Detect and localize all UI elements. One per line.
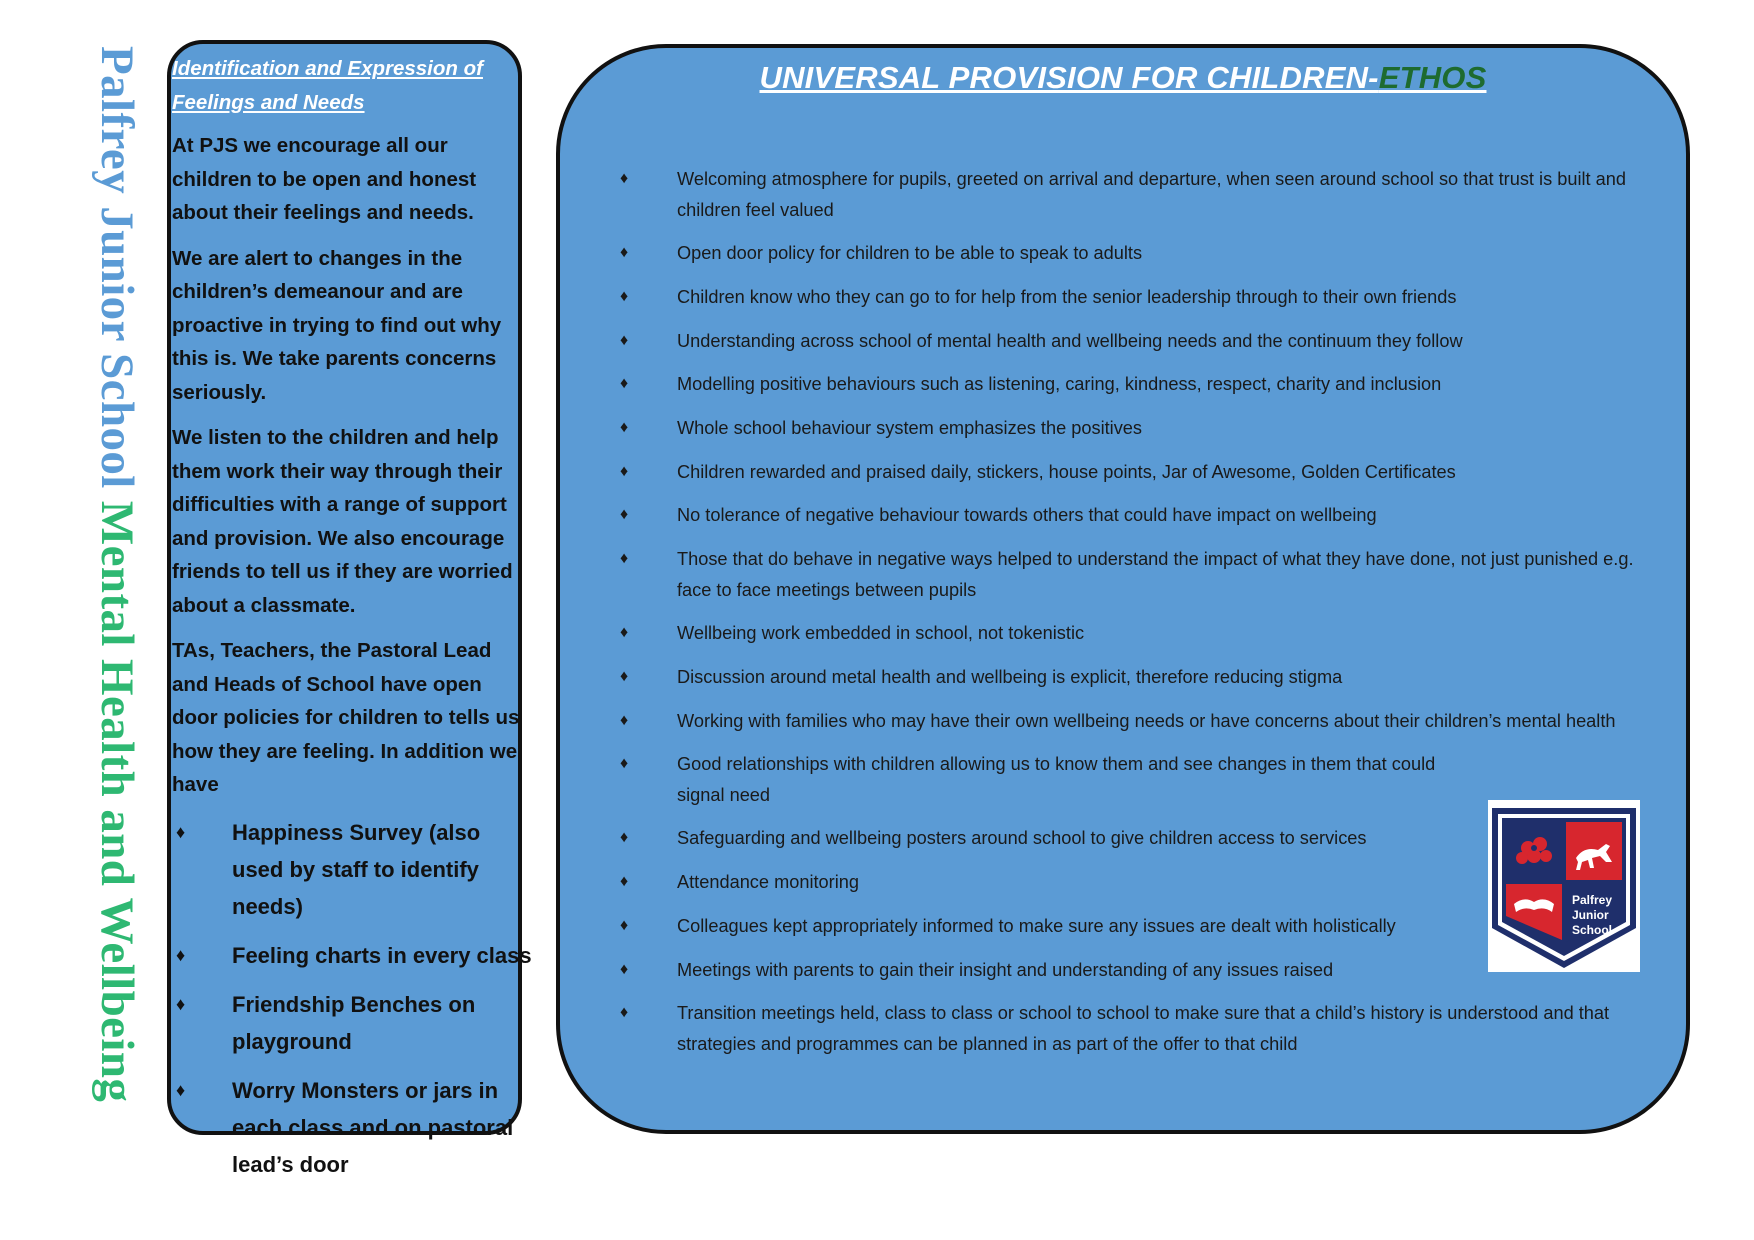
list-item-text: Whole school behaviour system emphasizes the positives [677, 417, 1143, 438]
list-item-text: Wellbeing work embedded in school, not tokenistic [677, 623, 1085, 644]
diamond-bullet-icon: ♦ [620, 1004, 629, 1022]
list-item-text: Children rewarded and praised daily, stickers, house points, Jar of Awesome, Golden Certificates [677, 461, 1456, 482]
right-title-main: UNIVERSAL PROVISION FOR CHILDREN- [759, 60, 1379, 95]
logo-text-line: School [1572, 923, 1613, 937]
list-item-text: Those that do behave in negative ways helped to understand the impact of what they have done, not just punished e.g. face to face meetings between pupils [677, 549, 1634, 600]
left-paragraph: At PJS we encourage all our children to be open and honest about their feelings and needs. [172, 134, 477, 224]
list-item [612, 544, 1672, 605]
list-item [612, 238, 1672, 269]
diamond-bullet-icon: ♦ [620, 506, 629, 524]
diamond-bullet-icon: ♦ [176, 993, 186, 1014]
list-item-text: Modelling positive behaviours such as listening, caring, kindness, respect, charity and inclusion [677, 374, 1442, 395]
diamond-bullet-icon: ♦ [176, 1079, 186, 1100]
diamond-bullet-icon: ♦ [620, 916, 629, 934]
diamond-bullet-icon: ♦ [620, 287, 629, 305]
list-item-text: Working with families who may have their own wellbeing needs or have concerns about their children’s mental health [677, 710, 1616, 731]
diamond-bullet-icon: ♦ [620, 624, 629, 642]
list-item [612, 369, 1672, 400]
diamond-bullet-icon: ♦ [620, 244, 629, 262]
diamond-bullet-icon: ♦ [620, 462, 629, 480]
list-item [612, 413, 1672, 444]
list-item-text: Children know who they can go to for help from the senior leadership through to their own friends [677, 286, 1457, 307]
left-paragraph: We are alert to changes in the children’s demeanour and are proactive in trying to find out why this is. We take parents concerns seriously. [172, 246, 502, 404]
left-paragraph: TAs, Teachers, the Pastoral Lead and Heads of School have open door policies for children to tells us how they are feeling. In addition we have [172, 639, 520, 796]
list-item [172, 1072, 532, 1183]
list-item-text: Understanding across school of mental health and wellbeing needs and the continuum they follow [677, 330, 1463, 351]
vertical-title-topic: Mental Health and Wellbeing [91, 500, 143, 1103]
list-item-text: Open door policy for children to be able to speak to adults [677, 243, 1143, 264]
diamond-bullet-icon: ♦ [620, 667, 629, 685]
diamond-bullet-icon: ♦ [620, 331, 629, 349]
diamond-bullet-icon: ♦ [620, 550, 629, 567]
list-item [612, 500, 1672, 531]
vertical-title-school: Palfrey Junior School [91, 46, 143, 489]
list-item-text: No tolerance of negative behaviour towards others that could have impact on wellbeing [677, 505, 1377, 526]
logo-text-line: Palfrey [1572, 893, 1613, 907]
diamond-bullet-icon: ♦ [620, 873, 629, 891]
list-item-text: Good relationships with children allowing us to know them and see changes in them that could signal need [677, 754, 1436, 805]
school-crest-icon [1488, 800, 1640, 972]
list-item [612, 326, 1672, 357]
list-item [172, 937, 532, 974]
list-item-text: Transition meetings held, class to class or school to school to make sure that a child’s history is understood and that strategies and programmes can be planned in as part of the offer to that child [677, 1003, 1610, 1054]
diamond-bullet-icon: ♦ [620, 829, 629, 847]
list-item-text: Discussion around metal health and wellbeing is explicit, therefore reducing stigma [677, 666, 1343, 687]
list-item-text: Worry Monsters or jars in each class and on pastoral lead’s door [232, 1077, 514, 1177]
list-item [612, 998, 1672, 1059]
list-item [612, 706, 1672, 737]
diamond-bullet-icon: ♦ [176, 944, 186, 965]
left-heading-line-2: Feelings and Needs [172, 90, 365, 114]
diamond-bullet-icon: ♦ [620, 960, 629, 978]
left-panel-content [172, 52, 532, 1195]
diamond-bullet-icon: ♦ [620, 711, 629, 729]
list-item-text: Welcoming atmosphere for pupils, greeted on arrival and departure, when seen around school so that trust is built and children feel valued [677, 169, 1626, 220]
list-item [612, 282, 1672, 313]
left-panel-heading [172, 52, 532, 119]
logo-text-line: Junior [1572, 908, 1609, 922]
list-item [612, 618, 1672, 649]
left-paragraph: We listen to the children and help them work their way through their difficulties with a range of support and provision. We also encourage friends to tell us if they are worried about a classmate. [172, 426, 513, 617]
list-item-text: Colleagues kept appropriately informed to make sure any issues are dealt with holistically [677, 915, 1396, 936]
diamond-bullet-icon: ♦ [620, 755, 629, 773]
list-item-text: Friendship Benches on playground [232, 991, 476, 1054]
list-item-text: Safeguarding and wellbeing posters around school to give children access to services [677, 828, 1367, 849]
diamond-bullet-icon: ♦ [176, 821, 186, 842]
list-item-text: Feeling charts in every class [232, 942, 532, 968]
list-item-text: Meetings with parents to gain their insight and understanding of any issues raised [677, 959, 1334, 980]
list-item [172, 986, 532, 1060]
left-provision-list [172, 814, 532, 1183]
right-title-accent: ETHOS [1378, 60, 1487, 95]
left-heading-line-1: Identification and Expression of [172, 57, 483, 80]
diamond-bullet-icon: ♦ [620, 375, 629, 393]
vertical-title [92, 46, 152, 1166]
list-item-text: Attendance monitoring [677, 872, 859, 893]
list-item [612, 164, 1672, 225]
list-item [612, 662, 1672, 693]
school-logo [1488, 800, 1640, 972]
list-item [612, 457, 1672, 488]
right-panel-title [556, 58, 1690, 98]
list-item-text: Happiness Survey (also used by staff to identify needs) [232, 819, 481, 919]
logo-text [1572, 893, 1632, 938]
diamond-bullet-icon: ♦ [620, 170, 629, 187]
diamond-bullet-icon: ♦ [620, 418, 629, 436]
list-item [172, 814, 532, 925]
